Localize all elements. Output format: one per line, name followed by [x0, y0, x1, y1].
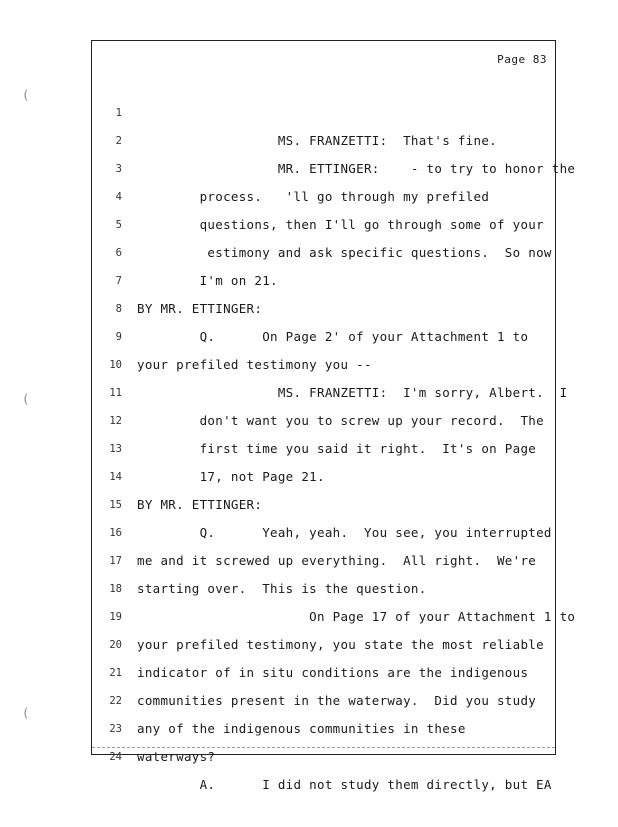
page-bottom-rule	[92, 747, 555, 748]
line-text: your prefiled testimony you --	[137, 357, 372, 372]
line-text: communities present in the waterway. Did you study	[137, 693, 537, 708]
line-text: MS. FRANZETTI: I'm sorry, Albert. I	[137, 385, 568, 400]
line-text: MR. ETTINGER: - to try to honor the	[137, 161, 576, 176]
line-text: your prefiled testimony, you state the most reliable	[137, 637, 544, 652]
transcript-page	[91, 40, 576, 792]
line-number: 10	[109, 359, 122, 371]
line-number: 20	[109, 639, 122, 651]
line-number: 23	[109, 723, 122, 735]
line-number: 12	[109, 415, 122, 427]
line-number: 22	[109, 695, 122, 707]
line-text: indicator of in situ conditions are the indigenous	[137, 665, 529, 680]
transcript-line	[92, 71, 555, 148]
line-number: 3	[115, 163, 122, 175]
line-number: 4	[115, 191, 122, 203]
line-text: BY MR. ETTINGER:	[137, 301, 263, 316]
line-text: 17, not Page 21.	[137, 469, 325, 484]
line-text: A. I did not study them directly, but EA	[137, 777, 552, 792]
line-text: questions, then I'll go through some of your	[137, 217, 544, 232]
line-number: 5	[115, 219, 122, 231]
line-text: waterways?	[137, 749, 216, 764]
line-number: 6	[115, 247, 122, 259]
line-text: starting over. This is the question.	[137, 581, 427, 596]
line-number: 18	[109, 583, 122, 595]
line-text: process. 'll go through my prefiled	[137, 189, 490, 204]
line-text: On Page 17 of your Attachment 1 to	[137, 609, 576, 624]
line-text: BY MR. ETTINGER:	[137, 497, 263, 512]
line-number: 15	[109, 499, 122, 511]
line-text: me and it screwed up everything. All right. We're	[137, 553, 537, 568]
line-number: 7	[115, 275, 122, 287]
line-number: 11	[109, 387, 122, 399]
margin-hole-punch-icon: (	[22, 706, 30, 720]
line-text: first time you said it right. It's on Page	[137, 441, 537, 456]
line-number: 19	[109, 611, 122, 623]
line-number: 14	[109, 471, 122, 483]
line-number: 13	[109, 443, 122, 455]
line-number: 2	[115, 135, 122, 147]
line-number: 1	[115, 107, 122, 119]
line-text: any of the indigenous communities in these	[137, 721, 466, 736]
line-text: I'm on 21.	[137, 273, 278, 288]
line-text: Q. Yeah, yeah. You see, you interrupted	[137, 525, 552, 540]
line-number: 17	[109, 555, 122, 567]
margin-hole-punch-icon: (	[22, 88, 30, 102]
line-text: don't want you to screw up your record. The	[137, 413, 544, 428]
line-number: 24	[109, 751, 122, 763]
line-number: 8	[115, 303, 122, 315]
margin-hole-punch-icon: (	[22, 392, 30, 406]
line-number: 16	[109, 527, 122, 539]
line-text: estimony and ask specific questions. So now	[137, 245, 552, 260]
line-number: 9	[115, 331, 122, 343]
page-number: Page 83	[497, 53, 547, 66]
line-number: 21	[109, 667, 122, 679]
line-text: Q. On Page 2' of your Attachment 1 to	[137, 329, 529, 344]
line-text: MS. FRANZETTI: That's fine.	[137, 133, 497, 148]
